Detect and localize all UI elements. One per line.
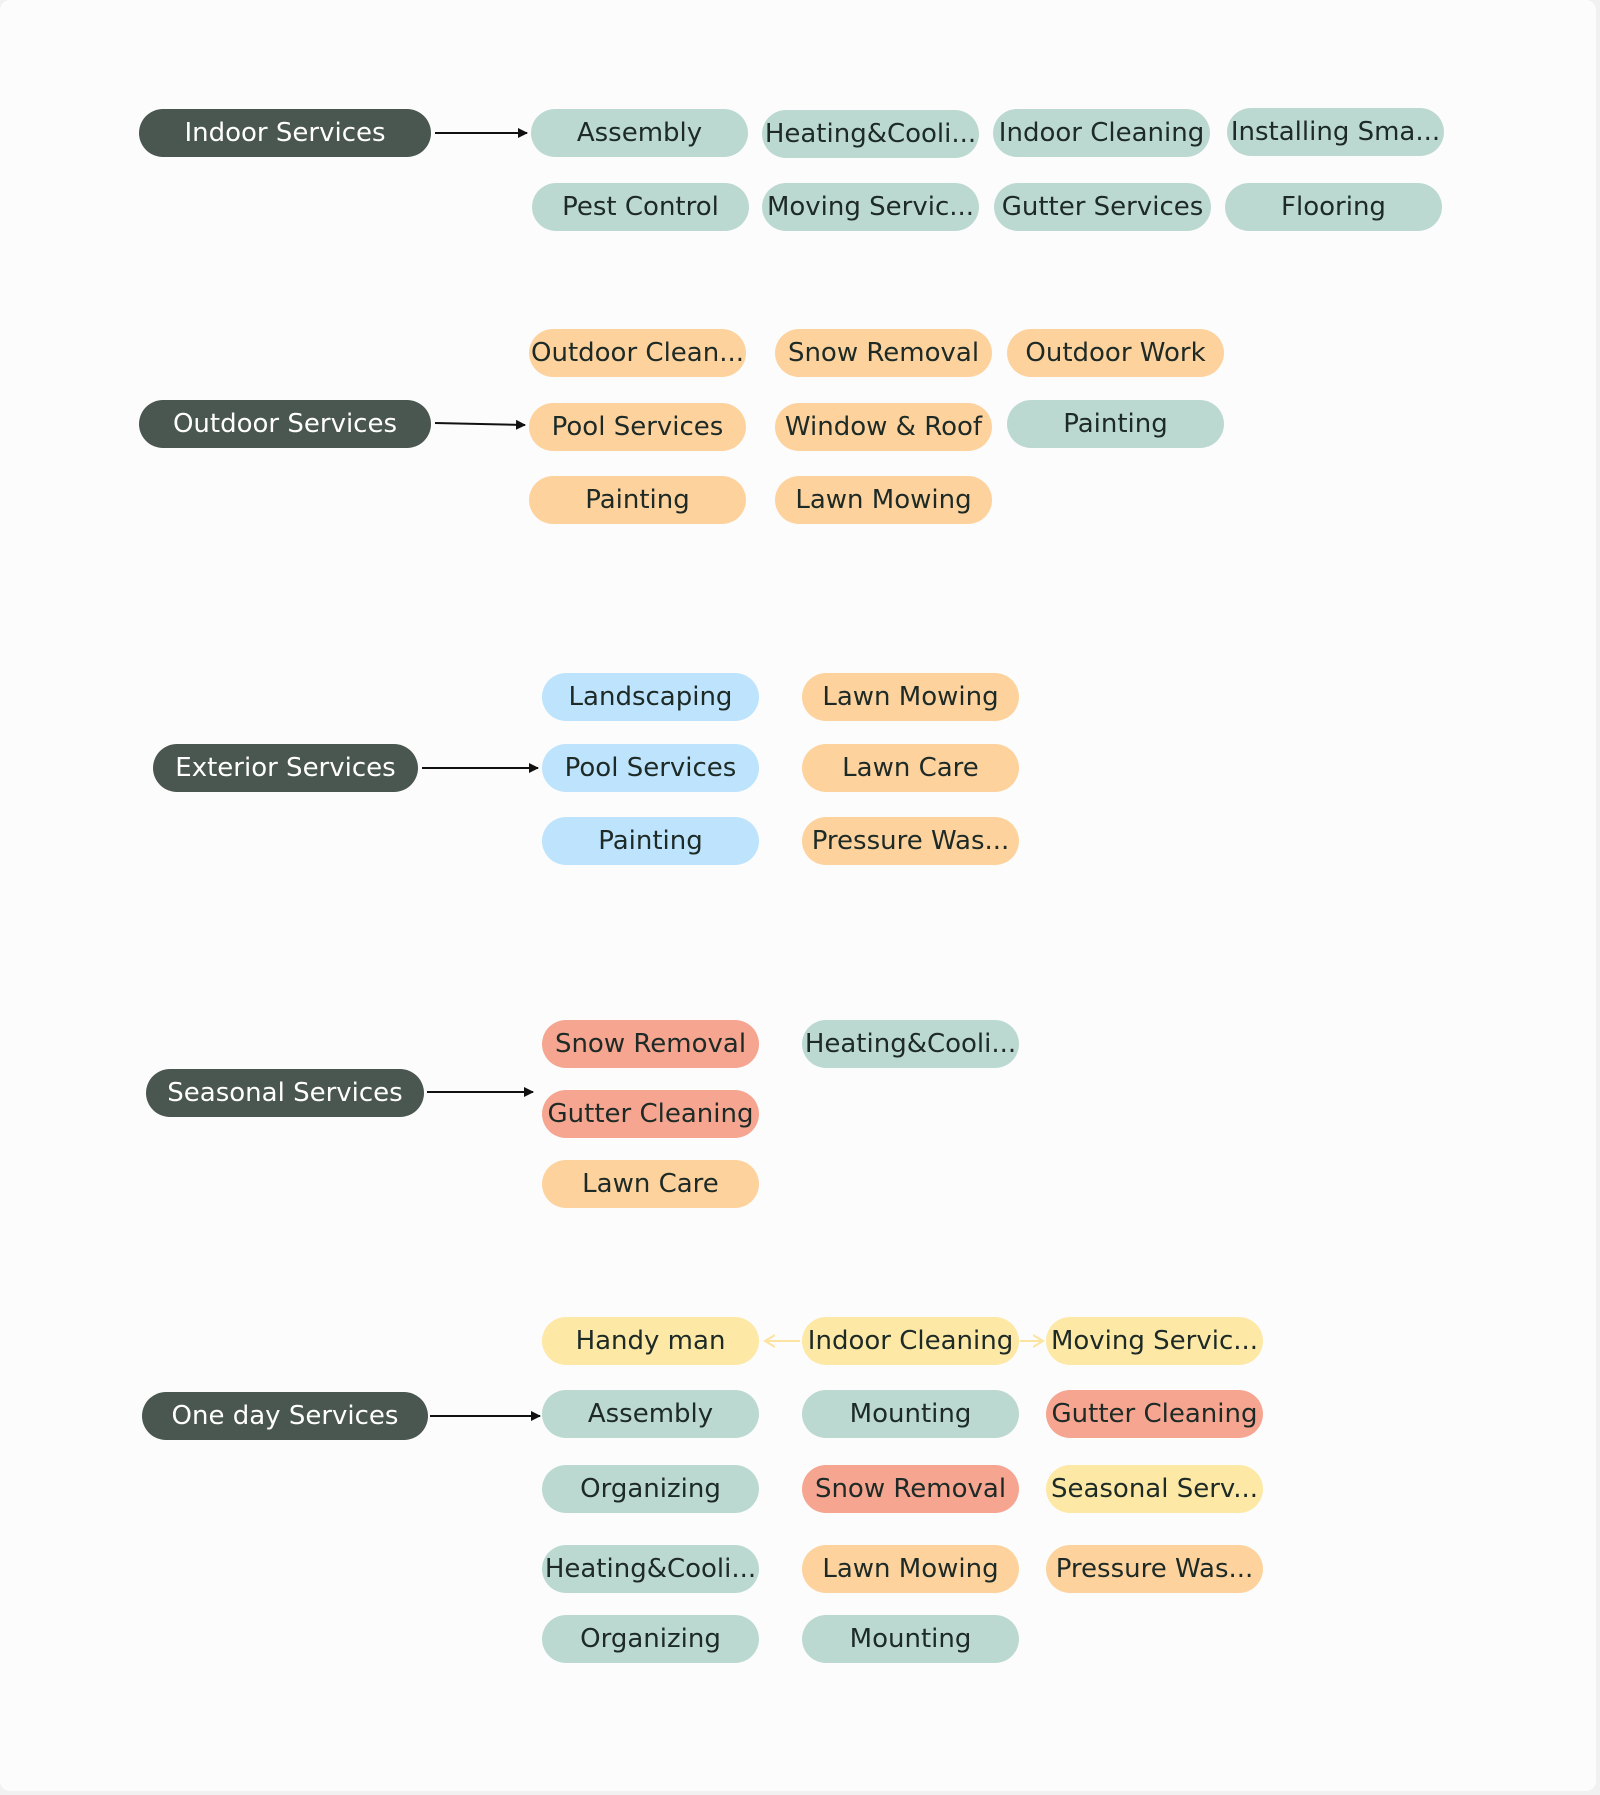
- tag-landscaping[interactable]: Landscaping: [542, 673, 759, 721]
- tag-moving-services[interactable]: Moving Servic...: [1046, 1317, 1263, 1365]
- tag-handy-man[interactable]: Handy man: [542, 1317, 759, 1365]
- category-outdoor-services[interactable]: Outdoor Services: [139, 400, 431, 448]
- tag-pool-services[interactable]: Pool Services: [542, 744, 759, 792]
- tag-lawn-care[interactable]: Lawn Care: [802, 744, 1019, 792]
- tag-pest-control[interactable]: Pest Control: [532, 183, 749, 231]
- tag-snow-removal[interactable]: Snow Removal: [802, 1465, 1019, 1513]
- tag-painting[interactable]: Painting: [529, 476, 746, 524]
- tag-gutter-services[interactable]: Gutter Services: [994, 183, 1211, 231]
- tag-outdoor-work[interactable]: Outdoor Work: [1007, 329, 1224, 377]
- tag-painting[interactable]: Painting: [542, 817, 759, 865]
- tag-assembly[interactable]: Assembly: [531, 109, 748, 157]
- tag-gutter-cleaning[interactable]: Gutter Cleaning: [542, 1090, 759, 1138]
- tag-pressure-washing[interactable]: Pressure Was...: [802, 817, 1019, 865]
- tag-lawn-mowing[interactable]: Lawn Mowing: [802, 673, 1019, 721]
- tag-organizing[interactable]: Organizing: [542, 1465, 759, 1513]
- tag-moving-services[interactable]: Moving Servic...: [762, 183, 979, 231]
- tag-installing-smart[interactable]: Installing Sma...: [1227, 108, 1444, 156]
- category-indoor-services[interactable]: Indoor Services: [139, 109, 431, 157]
- tag-flooring[interactable]: Flooring: [1225, 183, 1442, 231]
- tag-heating-cooling[interactable]: Heating&Cooli...: [762, 110, 979, 158]
- tag-indoor-cleaning[interactable]: Indoor Cleaning: [993, 109, 1210, 157]
- tag-window-roof[interactable]: Window & Roof: [775, 403, 992, 451]
- category-one-day-services[interactable]: One day Services: [142, 1392, 428, 1440]
- tag-mounting[interactable]: Mounting: [802, 1615, 1019, 1663]
- tag-pressure-washing[interactable]: Pressure Was...: [1046, 1545, 1263, 1593]
- tag-snow-removal[interactable]: Snow Removal: [542, 1020, 759, 1068]
- arrow-outdoor: [435, 423, 525, 425]
- category-exterior-services[interactable]: Exterior Services: [153, 744, 418, 792]
- tag-indoor-cleaning[interactable]: Indoor Cleaning: [802, 1317, 1019, 1365]
- tag-organizing[interactable]: Organizing: [542, 1615, 759, 1663]
- tag-pool-services[interactable]: Pool Services: [529, 403, 746, 451]
- tag-seasonal-services[interactable]: Seasonal Serv...: [1046, 1465, 1263, 1513]
- category-seasonal-services[interactable]: Seasonal Services: [146, 1069, 424, 1117]
- tag-assembly[interactable]: Assembly: [542, 1390, 759, 1438]
- tag-gutter-cleaning[interactable]: Gutter Cleaning: [1046, 1390, 1263, 1438]
- tag-heating-cooling[interactable]: Heating&Cooli...: [542, 1545, 759, 1593]
- tag-heating-cooling[interactable]: Heating&Cooli...: [802, 1020, 1019, 1068]
- tag-outdoor-cleaning[interactable]: Outdoor Clean...: [529, 329, 746, 377]
- tag-lawn-care[interactable]: Lawn Care: [542, 1160, 759, 1208]
- tag-painting-green[interactable]: Painting: [1007, 400, 1224, 448]
- tag-lawn-mowing[interactable]: Lawn Mowing: [775, 476, 992, 524]
- tag-lawn-mowing[interactable]: Lawn Mowing: [802, 1545, 1019, 1593]
- tag-snow-removal[interactable]: Snow Removal: [775, 329, 992, 377]
- tag-mounting[interactable]: Mounting: [802, 1390, 1019, 1438]
